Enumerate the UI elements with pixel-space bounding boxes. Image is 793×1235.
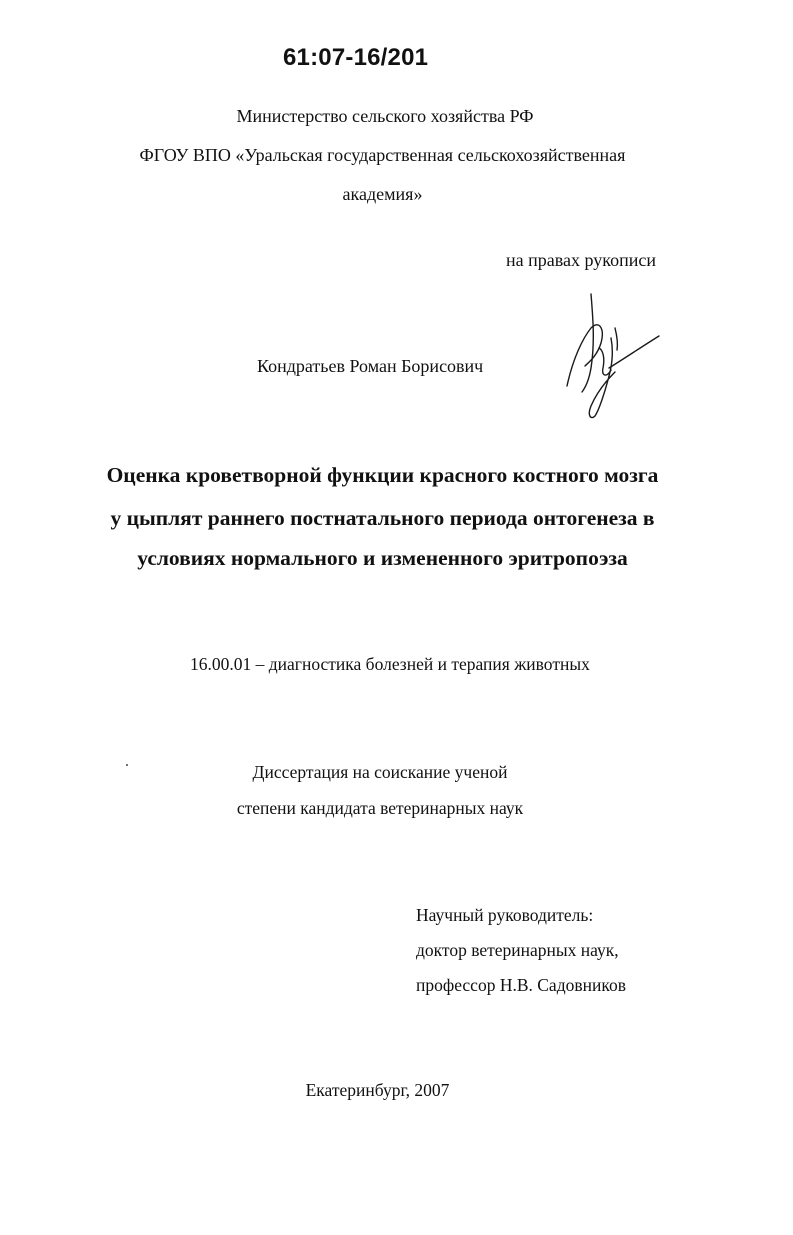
- rights-note: на правах рукописи: [506, 250, 656, 270]
- dissertation-type-line-1: Диссертация на соискание ученой: [252, 762, 508, 782]
- dissertation-title-line-1: Оценка кроветворной функции красного костного мозга: [106, 463, 659, 487]
- advisor-name: профессор Н.В. Садовников: [416, 975, 626, 995]
- registry-code: 61:07-16/201: [283, 44, 429, 71]
- institution-line-2: академия»: [342, 184, 423, 204]
- author-name: Кондратьев Роман Борисович: [257, 356, 484, 376]
- institution-line-1: ФГОУ ВПО «Уральская государственная сельскохозяйственная: [139, 145, 626, 165]
- dissertation-title-line-3: условиях нормального и измененного эритропоэза: [137, 546, 628, 570]
- dissertation-type-line-2: степени кандидата ветеринарных наук: [236, 798, 524, 818]
- ministry-name: Министерство сельского хозяйства РФ: [236, 106, 534, 126]
- advisor-label: Научный руководитель:: [416, 905, 594, 925]
- specialty-code: 16.00.01 – диагностика болезней и терапия животных: [190, 654, 590, 674]
- dissertation-title-line-2: у цыплят раннего постнатального периода онтогенеза в: [110, 506, 655, 530]
- advisor-degree: доктор ветеринарных наук,: [416, 940, 619, 960]
- city-year: Екатеринбург, 2007: [305, 1080, 450, 1100]
- author-signature: [555, 288, 665, 423]
